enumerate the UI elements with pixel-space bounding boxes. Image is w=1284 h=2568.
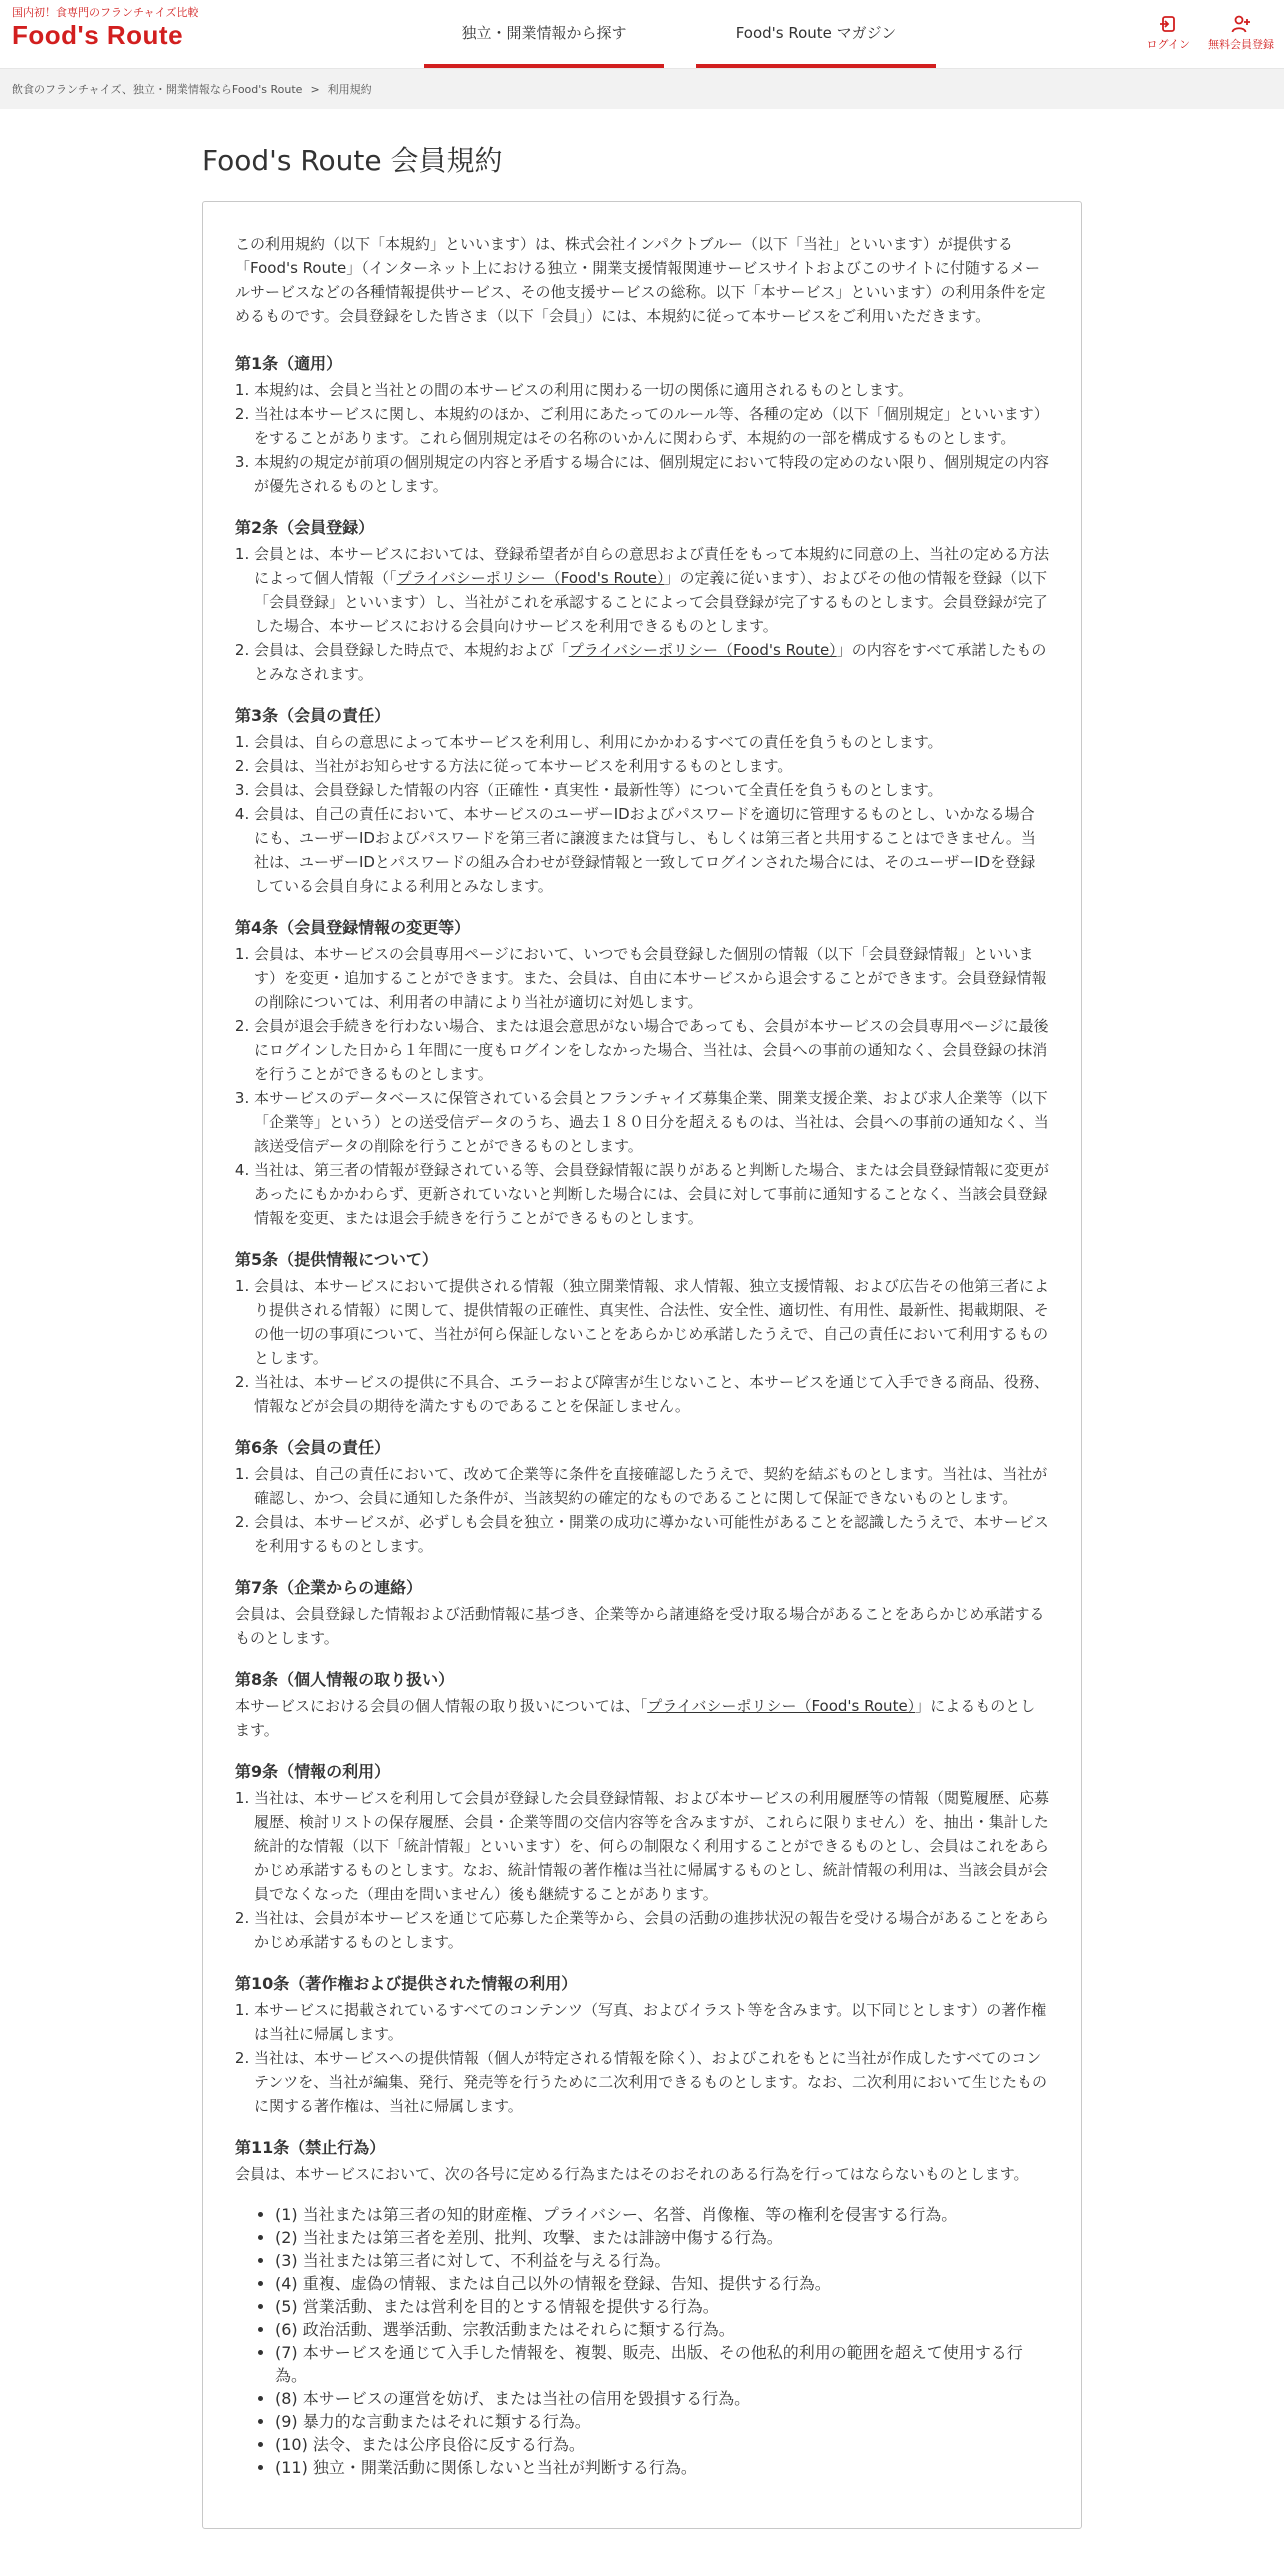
article-11	[235, 2136, 1049, 2478]
list-item: • (7) 本サービスを通じて入手した情報を、複製、販売、出版、その他私的利用の範囲を超えて使用する行為。	[275, 2340, 1049, 2386]
article-2	[235, 516, 1049, 686]
article-items	[235, 942, 1049, 1230]
list-item	[254, 638, 1049, 686]
article-title: 第5条（提供情報について）	[235, 1250, 438, 1269]
main-content	[202, 109, 1082, 2529]
list-item: 1. 会員は、本サービスの会員専用ページにおいて、いつでも会員登録した個別の情報（以下「会員登録情報」といいます）を変更・追加することができます。また、会員は、自由に本サービスから退会することができます。会員登録情報の削除については、利用者の申請により当社が適切に対処します。	[254, 942, 1049, 1014]
main-nav	[424, 0, 968, 68]
article-title: 第8条（個人情報の取り扱い）	[235, 1670, 455, 1689]
article-6	[235, 1436, 1049, 1558]
breadcrumb-separator: >	[310, 82, 320, 96]
list-item: 4. 会員は、自己の責任において、本サービスのユーザーIDおよびパスワードを適切に管理するものとし、いかなる場合にも、ユーザーIDおよびパスワードを第三者に譲渡または貸与し、もしくは第三者と共用することはできません。当社は、ユーザーIDとパスワードの組み合わせが登録情報と一致してログインされた場合には、そのユーザーIDを登録している会員自身による利用とみなします。	[254, 802, 1049, 898]
list-item: • (10) 法令、または公序良俗に反する行為。	[275, 2432, 1049, 2455]
breadcrumb-home[interactable]: 飲食のフランチャイズ、独立・開業情報ならFood's Route	[12, 83, 303, 96]
page-title: Food's Route 会員規約	[202, 144, 503, 177]
article-title: 第10条（著作権および提供された情報の利用）	[235, 1974, 578, 1993]
list-item: 1. 本規約は、会員と当社との間の本サービスの利用に関わる一切の関係に適用されるものとします。	[254, 378, 1049, 402]
list-item: 2. 当社は、会員が本サービスを通じて応募した企業等から、会員の活動の進捗状況の報告を受ける場合があることをあらかじめ承諾するものとします。	[254, 1906, 1049, 1954]
site-logo[interactable]	[12, 6, 199, 50]
article-10	[235, 1972, 1049, 2118]
article-title: 第9条（情報の利用）	[235, 1762, 391, 1781]
article-title: 第6条（会員の責任）	[235, 1438, 391, 1457]
article-title: 第3条（会員の責任）	[235, 706, 391, 725]
user-plus-icon	[1231, 14, 1251, 34]
item-text: 」の内容をすべて承諾したものとみなされます。	[254, 641, 1047, 683]
article-1	[235, 352, 1049, 498]
terms-intro: この利用規約（以下「本規約」といいます）は、株式会社インパクトブルー（以下「当社」といいます）が提供する「Food's Route」（インターネット上における独立・開業支援情報関連サービスサイトおよびこのサイトに付随するメールサービスなどの各種情報提供サービス、その他支援サービスの総称。以下「本サービス」といいます）の利用条件を定めるものです。会員登録をした皆さま（以下「会員」）には、本規約に従って本サービスをご利用いただきます。	[235, 235, 1046, 325]
article-title: 第4条（会員登録情報の変更等）	[235, 918, 471, 937]
list-item: • (2) 当社または第三者を差別、批判、攻撃、または誹謗中傷する行為。	[275, 2225, 1049, 2248]
list-item: 3. 本規約の規定が前項の個別規定の内容と矛盾する場合には、個別規定において特段の定めのない限り、個別規定の内容が優先されるものとします。	[254, 450, 1049, 498]
list-item: 1. 本サービスに掲載されているすべてのコンテンツ（写真、およびイラスト等を含みます。以下同じとします）の著作権は当社に帰属します。	[254, 1998, 1049, 2046]
list-item: • (3) 当社または第三者に対して、不利益を与える行為。	[275, 2248, 1049, 2271]
list-item: 2. 会員は、本サービスが、必ずしも会員を独立・開業の成功に導かない可能性があることを認識したうえで、本サービスを利用するものとします。	[254, 1510, 1049, 1558]
list-item: • (6) 政治活動、選挙活動、宗教活動またはそれらに類する行為。	[275, 2317, 1049, 2340]
article-7	[235, 1576, 1049, 1650]
privacy-policy-link[interactable]: プライバシーポリシー（Food's Route）	[568, 641, 837, 659]
list-item: 2. 当社は、本サービスの提供に不具合、エラーおよび障害が生じないこと、本サービスを通じて入手できる商品、役務、情報などが会員の期待を満たすものであることを保証しません。	[254, 1370, 1049, 1418]
breadcrumb	[0, 69, 1284, 109]
article-title: 第1条（適用）	[235, 354, 343, 373]
list-item	[254, 542, 1049, 638]
article-8	[235, 1668, 1049, 1742]
list-item: 1. 会員は、自らの意思によって本サービスを利用し、利用にかかわるすべての責任を負うものとします。	[254, 730, 1049, 754]
list-item: 2. 当社は、本サービスへの提供情報（個人が特定される情報を除く）、およびこれをもとに当社が作成したすべてのコンテンツを、当社が編集、発行、発売等を行うために二次利用できるものとします。なお、二次利用において生じたものに関する著作権は、当社に帰属します。	[254, 2046, 1049, 2118]
list-item: 4. 当社は、第三者の情報が登録されている等、会員登録情報に誤りがあると判断した場合、または会員登録情報に変更があったにもかかわらず、更新されていないと判断した場合には、会員に対して事前に通知することなく、当該会員登録情報を変更、または退会手続きを行うことができるものとします。	[254, 1158, 1049, 1230]
article-5	[235, 1248, 1049, 1418]
article-items	[235, 1786, 1049, 1954]
site-header	[0, 0, 1284, 69]
article-items	[235, 542, 1049, 686]
header-actions	[1129, 14, 1274, 52]
login-label: ログイン	[1146, 38, 1190, 51]
list-item: • (8) 本サービスの運営を妨げ、または当社の信用を毀損する行為。	[275, 2386, 1049, 2409]
logo-tagline: 国内初！食専門のフランチャイズ比較	[12, 6, 199, 19]
list-item: 3. 本サービスのデータベースに保管されている会員とフランチャイズ募集企業、開業支援企業、および求人企業等（以下「企業等」という）との送受信データのうち、過去１８０日分を超えるものは、当社は、会員への事前の通知なく、当該送受信データの削除を行うことができるものとします。	[254, 1086, 1049, 1158]
article-body	[235, 1694, 1049, 1742]
list-item: • (11) 独立・開業活動に関係しないと当社が判断する行為。	[275, 2455, 1049, 2478]
article-items	[235, 730, 1049, 898]
list-item: 1. 当社は、本サービスを利用して会員が登録した会員登録情報、および本サービスの利用履歴等の情報（閲覧履歴、応募履歴、検討リストの保存履歴、会員・企業等間の交信内容等を含みますが、これらに限りません）を、抽出・集計した統計的な情報（以下「統計情報」といいます）を、何らの制限なく利用することができるものとし、会員はこれをあらかじめ承諾するものとします。なお、統計情報の著作権は当社に帰属するものとし、統計情報の利用は、当該会員が会員でなくなった（理由を問いません）後も継続することがあります。	[254, 1786, 1049, 1906]
item-text: 」の定義に従います）、およびその他の情報を登録（以下「会員登録」といいます）し、当社がこれを承認することによって会員登録が完了するものとします。会員登録が完了した場合、本サービスにおける会員向けサービスを利用できるものとします。	[254, 569, 1048, 635]
list-item: • (4) 重複、虚偽の情報、または自己以外の情報を登録、告知、提供する行為。	[275, 2271, 1049, 2294]
list-item: 3. 会員は、会員登録した情報の内容（正確性・真実性・最新性等）について全責任を負うものとします。	[254, 778, 1049, 802]
article-3	[235, 704, 1049, 898]
article-9	[235, 1760, 1049, 1954]
article-items	[235, 1462, 1049, 1558]
article-body: 会員は、会員登録した情報および活動情報に基づき、企業等から諸連絡を受け取る場合があることをあらかじめ承諾するものとします。	[235, 1605, 1045, 1647]
article-body: 会員は、本サービスにおいて、次の各号に定める行為またはそのおそれのある行為を行ってはならないものとします。	[235, 2165, 1029, 2183]
list-item: 2. 会員が退会手続きを行わない場合、または退会意思がない場合であっても、会員が本サービスの会員専用ページに最後にログインした日から１年間に一度もログインをしなかった場合、当社は、会員への事前の通知なく、会員登録の抹消を行うことができるものとします。	[254, 1014, 1049, 1086]
body-text: 」によるものとします。	[235, 1697, 1036, 1739]
item-text: 会員は、会員登録した時点で、本規約および「	[254, 641, 569, 659]
body-text: 本サービスにおける会員の個人情報の取り扱いについては、「	[235, 1697, 648, 1715]
article-title: 第7条（企業からの連絡）	[235, 1578, 423, 1597]
privacy-policy-link[interactable]: プライバシーポリシー（Food's Route）	[647, 1697, 916, 1715]
login-button[interactable]	[1147, 14, 1190, 52]
article-items	[235, 1998, 1049, 2118]
privacy-policy-link[interactable]: プライバシーポリシー（Food's Route）	[396, 569, 665, 587]
logo-text: Food's Route	[12, 20, 184, 50]
article-items	[235, 378, 1049, 498]
list-item: • (1) 当社または第三者の知的財産権、プライバシー、名誉、肖像権、等の権利を侵害する行為。	[275, 2202, 1049, 2225]
list-item: 2. 会員は、当社がお知らせする方法に従って本サービスを利用するものとします。	[254, 754, 1049, 778]
nav-tab-search[interactable]: 独立・開業情報から探す	[424, 0, 664, 68]
article-items	[235, 1274, 1049, 1418]
list-item: • (9) 暴力的な言動またはそれに類する行為。	[275, 2409, 1049, 2432]
nav-tab-magazine[interactable]: Food's Route マガジン	[696, 0, 936, 68]
register-button[interactable]	[1208, 14, 1274, 52]
prohibited-list	[235, 2202, 1049, 2478]
terms-box[interactable]	[202, 201, 1082, 2529]
item-text: 会員とは、本サービスにおいては、登録希望者が自らの意思および責任をもって本規約に同意の上、当社の定める方法によって個人情報（「	[254, 545, 1050, 587]
list-item: • (5) 営業活動、または営利を目的とする情報を提供する行為。	[275, 2294, 1049, 2317]
breadcrumb-current: 利用規約	[327, 83, 372, 96]
list-item: 1. 会員は、自己の責任において、改めて企業等に条件を直接確認したうえで、契約を結ぶものとします。当社は、当社が確認し、かつ、会員に通知した条件が、当該契約の確定的なものであることに関して保証できないものとします。	[254, 1462, 1049, 1510]
login-icon	[1158, 14, 1178, 34]
list-item: 1. 会員は、本サービスにおいて提供される情報（独立開業情報、求人情報、独立支援情報、および広告その他第三者により提供される情報）に関して、提供情報の正確性、真実性、合法性、安全性、適切性、有用性、最新性、掲載期限、その他一切の事項について、当社が何ら保証しないことをあらかじめ承諾したうえで、自己の責任において利用するものとします。	[254, 1274, 1049, 1370]
register-label: 無料会員登録	[1208, 38, 1274, 51]
article-title: 第2条（会員登録）	[235, 518, 375, 537]
article-title: 第11条（禁止行為）	[235, 2138, 386, 2157]
list-item: 2. 当社は本サービスに関し、本規約のほか、ご利用にあたってのルール等、各種の定め（以下「個別規定」といいます）をすることがあります。これら個別規定はその名称のいかんに関わらず、本規約の一部を構成するものとします。	[254, 402, 1049, 450]
article-4	[235, 916, 1049, 1230]
